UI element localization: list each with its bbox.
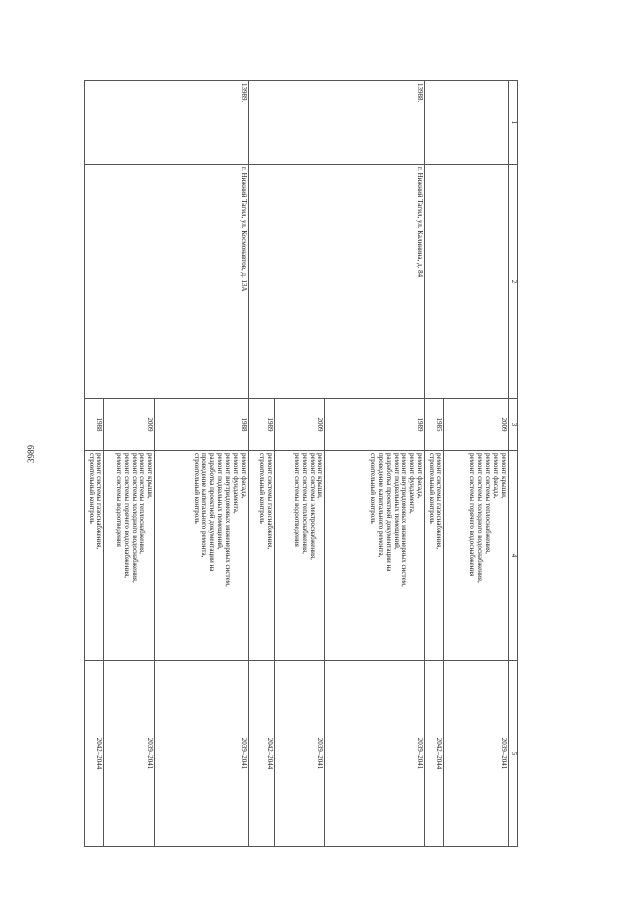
work-item: ремонт системы газоснабжения,: [435, 453, 444, 550]
repair-period: 2039–2041: [325, 661, 425, 847]
build-year: 1985: [425, 399, 444, 451]
page-number: 3989: [26, 445, 36, 463]
build-year: 2009: [444, 399, 508, 451]
table-body: [85, 81, 518, 847]
header-col-5: 5: [508, 661, 517, 847]
repair-schedule-table: [84, 80, 518, 847]
work-item: проведение капитального ремонта,: [200, 453, 209, 558]
repair-period: 2039–2041: [274, 661, 325, 847]
work-item: ремонт системы теплоснабжения,: [138, 453, 147, 554]
table-row: [444, 81, 508, 847]
build-year: 1988: [85, 399, 104, 451]
entry-number: 13988.: [248, 81, 424, 165]
table-row: [325, 81, 425, 847]
work-item: строительный контроль: [427, 453, 436, 524]
work-item: ремонт системы горячего водоснабжения,: [122, 453, 131, 579]
build-year: 1989: [248, 399, 274, 451]
build-year: 1988: [155, 399, 248, 451]
repair-period: 2039–2041: [104, 661, 155, 847]
works-list: [325, 451, 425, 661]
work-item: ремонт фундамента,: [408, 453, 417, 514]
work-item: строительный контроль: [257, 453, 266, 524]
header-col-1: 1: [508, 81, 517, 165]
work-item: ремонт системы горячего водоснабжения: [468, 453, 477, 577]
work-item: ремонт фасада,: [416, 453, 424, 499]
header-row: [508, 81, 517, 847]
build-year: 2009: [274, 399, 325, 451]
work-item: разработка проектной документации на: [208, 453, 217, 572]
works-list: [444, 451, 508, 661]
header-col-3: 3: [508, 399, 517, 451]
entry-address: [425, 165, 509, 399]
work-item: ремонт подвальных помещений,: [216, 453, 225, 550]
table-row: [155, 81, 248, 847]
repair-period: 2042–2044: [425, 661, 444, 847]
work-item: разработка проектной документации на: [384, 453, 393, 572]
work-item: ремонт системы газоснабжения,: [95, 453, 104, 550]
work-item: ремонт системы холодного водоснабжения,: [130, 453, 139, 583]
entry-address: г. Нижний Тагил, ул. Калинина, д. 84: [248, 165, 424, 399]
work-item: ремонт системы электроснабжения,: [308, 453, 317, 560]
repair-period: 2042–2044: [85, 661, 104, 847]
work-item: строительный контроль: [87, 453, 96, 524]
work-item: ремонт внутридомовых инженерных систем,: [223, 453, 232, 587]
work-item: ремонт крыши,: [316, 453, 325, 499]
works-list: [155, 451, 248, 661]
work-item: ремонт крыши,: [499, 453, 508, 499]
work-item: ремонт фасада,: [239, 453, 248, 499]
work-item: ремонт фасада,: [491, 453, 500, 499]
work-item: строительный контроль: [192, 453, 201, 524]
work-item: ремонт крыши,: [146, 453, 155, 499]
work-item: ремонт системы холодного водоснабжения,: [476, 453, 485, 583]
entry-number: [425, 81, 509, 165]
work-item: ремонт системы водоотведения: [292, 453, 301, 547]
repair-period: 2039–2041: [444, 661, 508, 847]
work-item: ремонт системы водоотведения: [114, 453, 123, 547]
works-list: [274, 451, 325, 661]
header-col-2: 2: [508, 165, 517, 399]
entry-number: 13989.: [85, 81, 249, 165]
entry-address: г. Нижний Тагил, ул. Космонавтов, д. 13А: [85, 165, 249, 399]
work-item: ремонт подвальных помещений,: [392, 453, 401, 550]
works-list: [104, 451, 155, 661]
work-item: проведение капитального ремонта,: [376, 453, 385, 558]
build-year: 1989: [325, 399, 425, 451]
work-item: ремонт внутридомовых инженерных систем,: [400, 453, 409, 587]
works-list: [248, 451, 274, 661]
work-item: ремонт системы теплоснабжения,: [300, 453, 309, 554]
work-item: ремонт системы теплоснабжения,: [484, 453, 493, 554]
works-list: [85, 451, 104, 661]
work-item: ремонт фундамента,: [231, 453, 240, 514]
rotated-table-container: [84, 80, 518, 846]
header-col-4: 4: [508, 451, 517, 661]
repair-period: 2042–2044: [248, 661, 274, 847]
work-item: строительный контроль: [369, 453, 378, 524]
build-year: 2009: [104, 399, 155, 451]
work-item: ремонт системы газоснабжения,: [265, 453, 274, 550]
repair-period: 2039–2041: [155, 661, 248, 847]
works-list: [425, 451, 444, 661]
